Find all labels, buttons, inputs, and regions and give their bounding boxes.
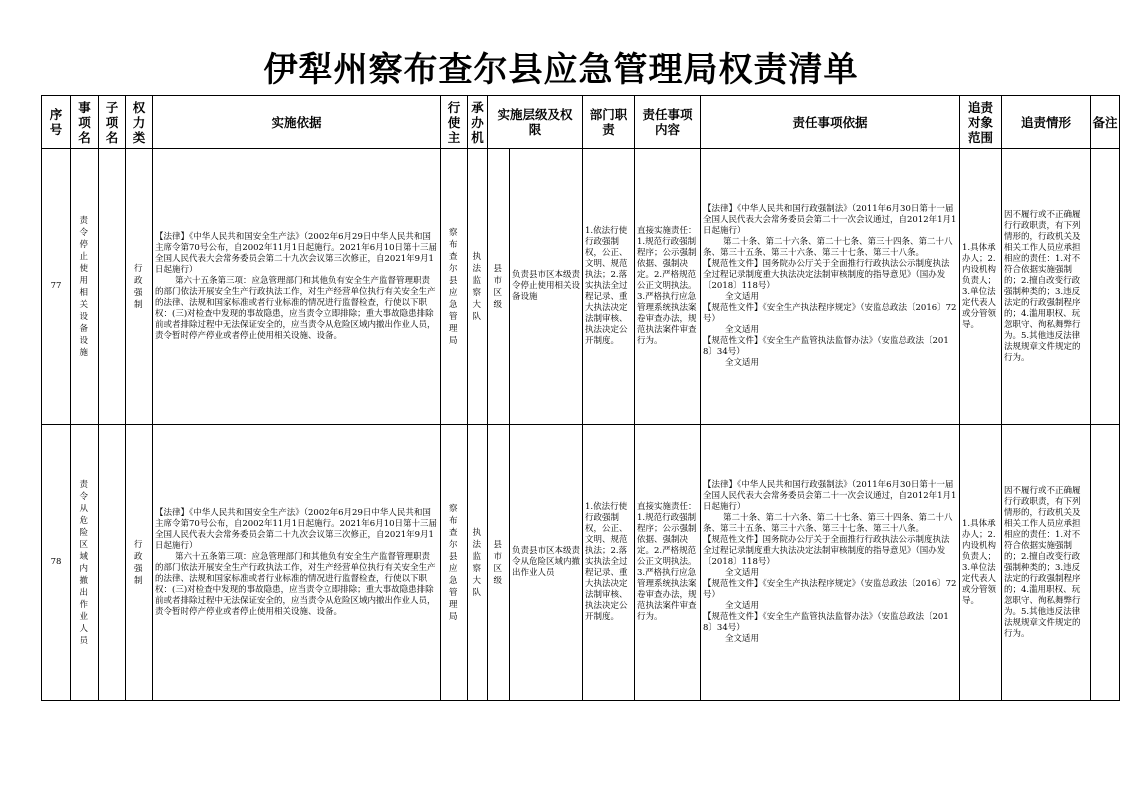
resp-law-3-note: 全文适用 (725, 601, 760, 611)
row-undertaker: 执法监察大队 (468, 425, 488, 701)
resp-law-1-articles: 第二十条、第二十六条、第二十七条、第三十四条、第二十八条、第三十五条、第三十六条、第三十七条、第三十八条。 (703, 237, 953, 258)
resp-law-2-note: 全文适用 (725, 568, 760, 578)
header-item-name: 事项名 (71, 96, 99, 149)
basis-article: 第六十五条第三项：应急管理部门和其他负有安全生产监督管理职责的部门依法开展安全生产行政执法工作，对生产经营单位执行有关安全生产的法律、法规和国家标准或者行业标准的情况进行监督检查，行使以下职权：(三)对检查中发现的事故隐患，应当责令立即排除；重大事故隐患排除前或者排除过程中无法保证安全的，应当责令从危险区域内撤出作业人员，责令暂时停产停业或者停止使用相关设施、设备。 (155, 275, 436, 341)
page-title: 伊犁州察布查尔县应急管理局权责清单 (263, 50, 859, 90)
row-resp-basis (701, 149, 960, 425)
header-accountability-scope: 追责对象范围 (960, 96, 1002, 149)
row-sub-item-name (99, 425, 126, 701)
row-seq: 78 (42, 425, 71, 701)
row-level-a: 县市区级 (488, 149, 510, 425)
resp-law-4: 【规范性文件】《安全生产监管执法监督办法》（安监总政法〔2018〕34号） (703, 336, 949, 357)
row-level-b: 负责县市区本级责令从危险区域内撤出作业人员 (510, 425, 583, 701)
row-basis (153, 425, 441, 701)
resp-law-4-note: 全文适用 (725, 634, 760, 644)
table-row (42, 425, 1120, 701)
resp-law-3: 【规范性文件】《安全生产执法程序规定》（安监总政法〔2016〕72号） (703, 303, 957, 324)
resp-law-3-note: 全文适用 (725, 325, 760, 335)
row-resp-content: 直接实施责任：1.规范行政强制程序；公示强制依据、强制决定。2.严格规范公正文明执法。3.严格执行应急管理系统执法案卷审查办法，规范执法案件审查行为。 (635, 425, 701, 701)
row-executor: 察布查尔县应急管理局 (441, 149, 468, 425)
header-executor: 行使主 (441, 96, 468, 149)
resp-law-1: 【法律】《中华人民共和国行政强制法》（2011年6月30日第十一届全国人民代表大会常务委员会第二十一次会议通过，自2012年1月1日起施行） (703, 204, 957, 236)
row-accountability-case: 因不履行或不正确履行行政职责，有下列情形的，行政机关及相关工作人员应承担相应的责任：1.对不符合依据实施强制的；2.擅自改变行政强制种类的；3.违反法定的行政强制程序的；4.滥用职权、玩忽职守、徇私舞弊行为。5.其他违反法律法规规章文件规定的行为。 (1002, 425, 1091, 701)
basis-article: 第六十五条第三项：应急管理部门和其他负有安全生产监督管理职责的部门依法开展安全生产行政执法工作，对生产经营单位执行有关安全生产的法律、法规和国家标准或者行业标准的情况进行监督检查，行使以下职权：(三)对检查中发现的事故隐患，应当责令立即排除；重大事故隐患排除前或者排除过程中无法保证安全的，应当责令从危险区域内撤出作业人员，责令暂时停产停业或者停止使用相关设施、设备。 (155, 551, 436, 617)
row-level-a: 县市区级 (488, 425, 510, 701)
row-item-name: 责令停止使用相关设备设施 (71, 149, 99, 425)
header-accountability-case: 追责情形 (1002, 96, 1091, 149)
row-accountability-scope: 1.具体承办人；2.内设机构负责人；3.单位法定代表人或分管领导。 (960, 425, 1002, 701)
header-seq: 序号 (42, 96, 71, 149)
resp-law-4: 【规范性文件】《安全生产监管执法监督办法》（安监总政法〔2018〕34号） (703, 612, 949, 633)
row-level-b: 负责县市区本级责令停止使用相关设备设施 (510, 149, 583, 425)
resp-law-2-note: 全文适用 (725, 292, 760, 302)
row-resp-basis (701, 425, 960, 701)
row-power-type: 行政强制 (126, 425, 153, 701)
row-undertaker: 执法监察大队 (468, 149, 488, 425)
header-basis: 实施依据 (153, 96, 441, 149)
header-dept-duty: 部门职责 (583, 96, 635, 149)
row-basis (153, 149, 441, 425)
row-seq: 77 (42, 149, 71, 425)
header-level: 实施层级及权限 (488, 96, 583, 149)
header-sub-item-name: 子项名 (99, 96, 126, 149)
header-resp-content: 责任事项内容 (635, 96, 701, 149)
row-resp-content: 直接实施责任：1.规范行政强制程序；公示强制依据、强制决定。2.严格规范公正文明执法。3.严格执行应急管理系统执法案卷审查办法，规范执法案件审查行为。 (635, 149, 701, 425)
resp-law-3: 【规范性文件】《安全生产执法程序规定》（安监总政法〔2016〕72号） (703, 579, 957, 600)
responsibility-table (41, 95, 1120, 701)
row-dept-duty: 1.依法行使行政强制权，公正、文明、规范执法；2.落实执法全过程记录、重大执法决定法制审核、执法决定公开制度。 (583, 149, 635, 425)
row-remark (1091, 425, 1120, 701)
row-item-name: 责令从危险区域内撤出作业人员 (71, 425, 99, 701)
header-power-type: 权力类 (126, 96, 153, 149)
row-remark (1091, 149, 1120, 425)
resp-law-1: 【法律】《中华人民共和国行政强制法》（2011年6月30日第十一届全国人民代表大会常务委员会第二十一次会议通过，自2012年1月1日起施行） (703, 480, 957, 512)
resp-law-2: 【规范性文件】国务院办公厅关于全面推行行政执法公示制度执法全过程记录制度重大执法决定法制审核制度的指导意见》（国办发〔2018〕118号） (703, 259, 950, 291)
row-accountability-case: 因不履行或不正确履行行政职责，有下列情形的，行政机关及相关工作人员应承担相应的责任：1.对不符合依据实施强制的；2.擅自改变行政强制种类的；3.违反法定的行政强制程序的；4.滥用职权、玩忽职守、徇私舞弊行为。5.其他违反法律法规规章文件规定的行为。 (1002, 149, 1091, 425)
resp-law-4-note: 全文适用 (725, 358, 760, 368)
table-row (42, 149, 1120, 425)
row-executor: 察布查尔县应急管理局 (441, 425, 468, 701)
row-sub-item-name (99, 149, 126, 425)
basis-law: 【法律】《中华人民共和国安全生产法》（2002年6月29日中华人民共和国主席令第70号公布，自2002年11月1日起施行。2021年6月10日第十三届全国人民代表大会常务委员会第二十九次会议第三次修正，自2021年9月1日起施行） (155, 507, 438, 551)
row-dept-duty: 1.依法行使行政强制权，公正、文明、规范执法；2.落实执法全过程记录、重大执法决定法制审核、执法决定公开制度。 (583, 425, 635, 701)
header-undertaker: 承办机 (468, 96, 488, 149)
header-row (42, 96, 1120, 149)
resp-law-1-articles: 第二十条、第二十六条、第二十七条、第三十四条、第二十八条、第三十五条、第三十六条、第三十七条、第三十八条。 (703, 513, 953, 534)
basis-law: 【法律】《中华人民共和国安全生产法》（2002年6月29日中华人民共和国主席令第70号公布，自2002年11月1日起施行。2021年6月10日第十三届全国人民代表大会常务委员会第二十九次会议第三次修正，自2021年9月1日起施行） (155, 231, 438, 275)
resp-law-2: 【规范性文件】国务院办公厅关于全面推行行政执法公示制度执法全过程记录制度重大执法决定法制审核制度的指导意见》（国办发〔2018〕118号） (703, 535, 950, 567)
row-accountability-scope: 1.具体承办人；2.内设机构负责人；3.单位法定代表人或分管领导。 (960, 149, 1002, 425)
row-power-type: 行政强制 (126, 149, 153, 425)
header-resp-basis: 责任事项依据 (701, 96, 960, 149)
header-remark: 备注 (1091, 96, 1120, 149)
